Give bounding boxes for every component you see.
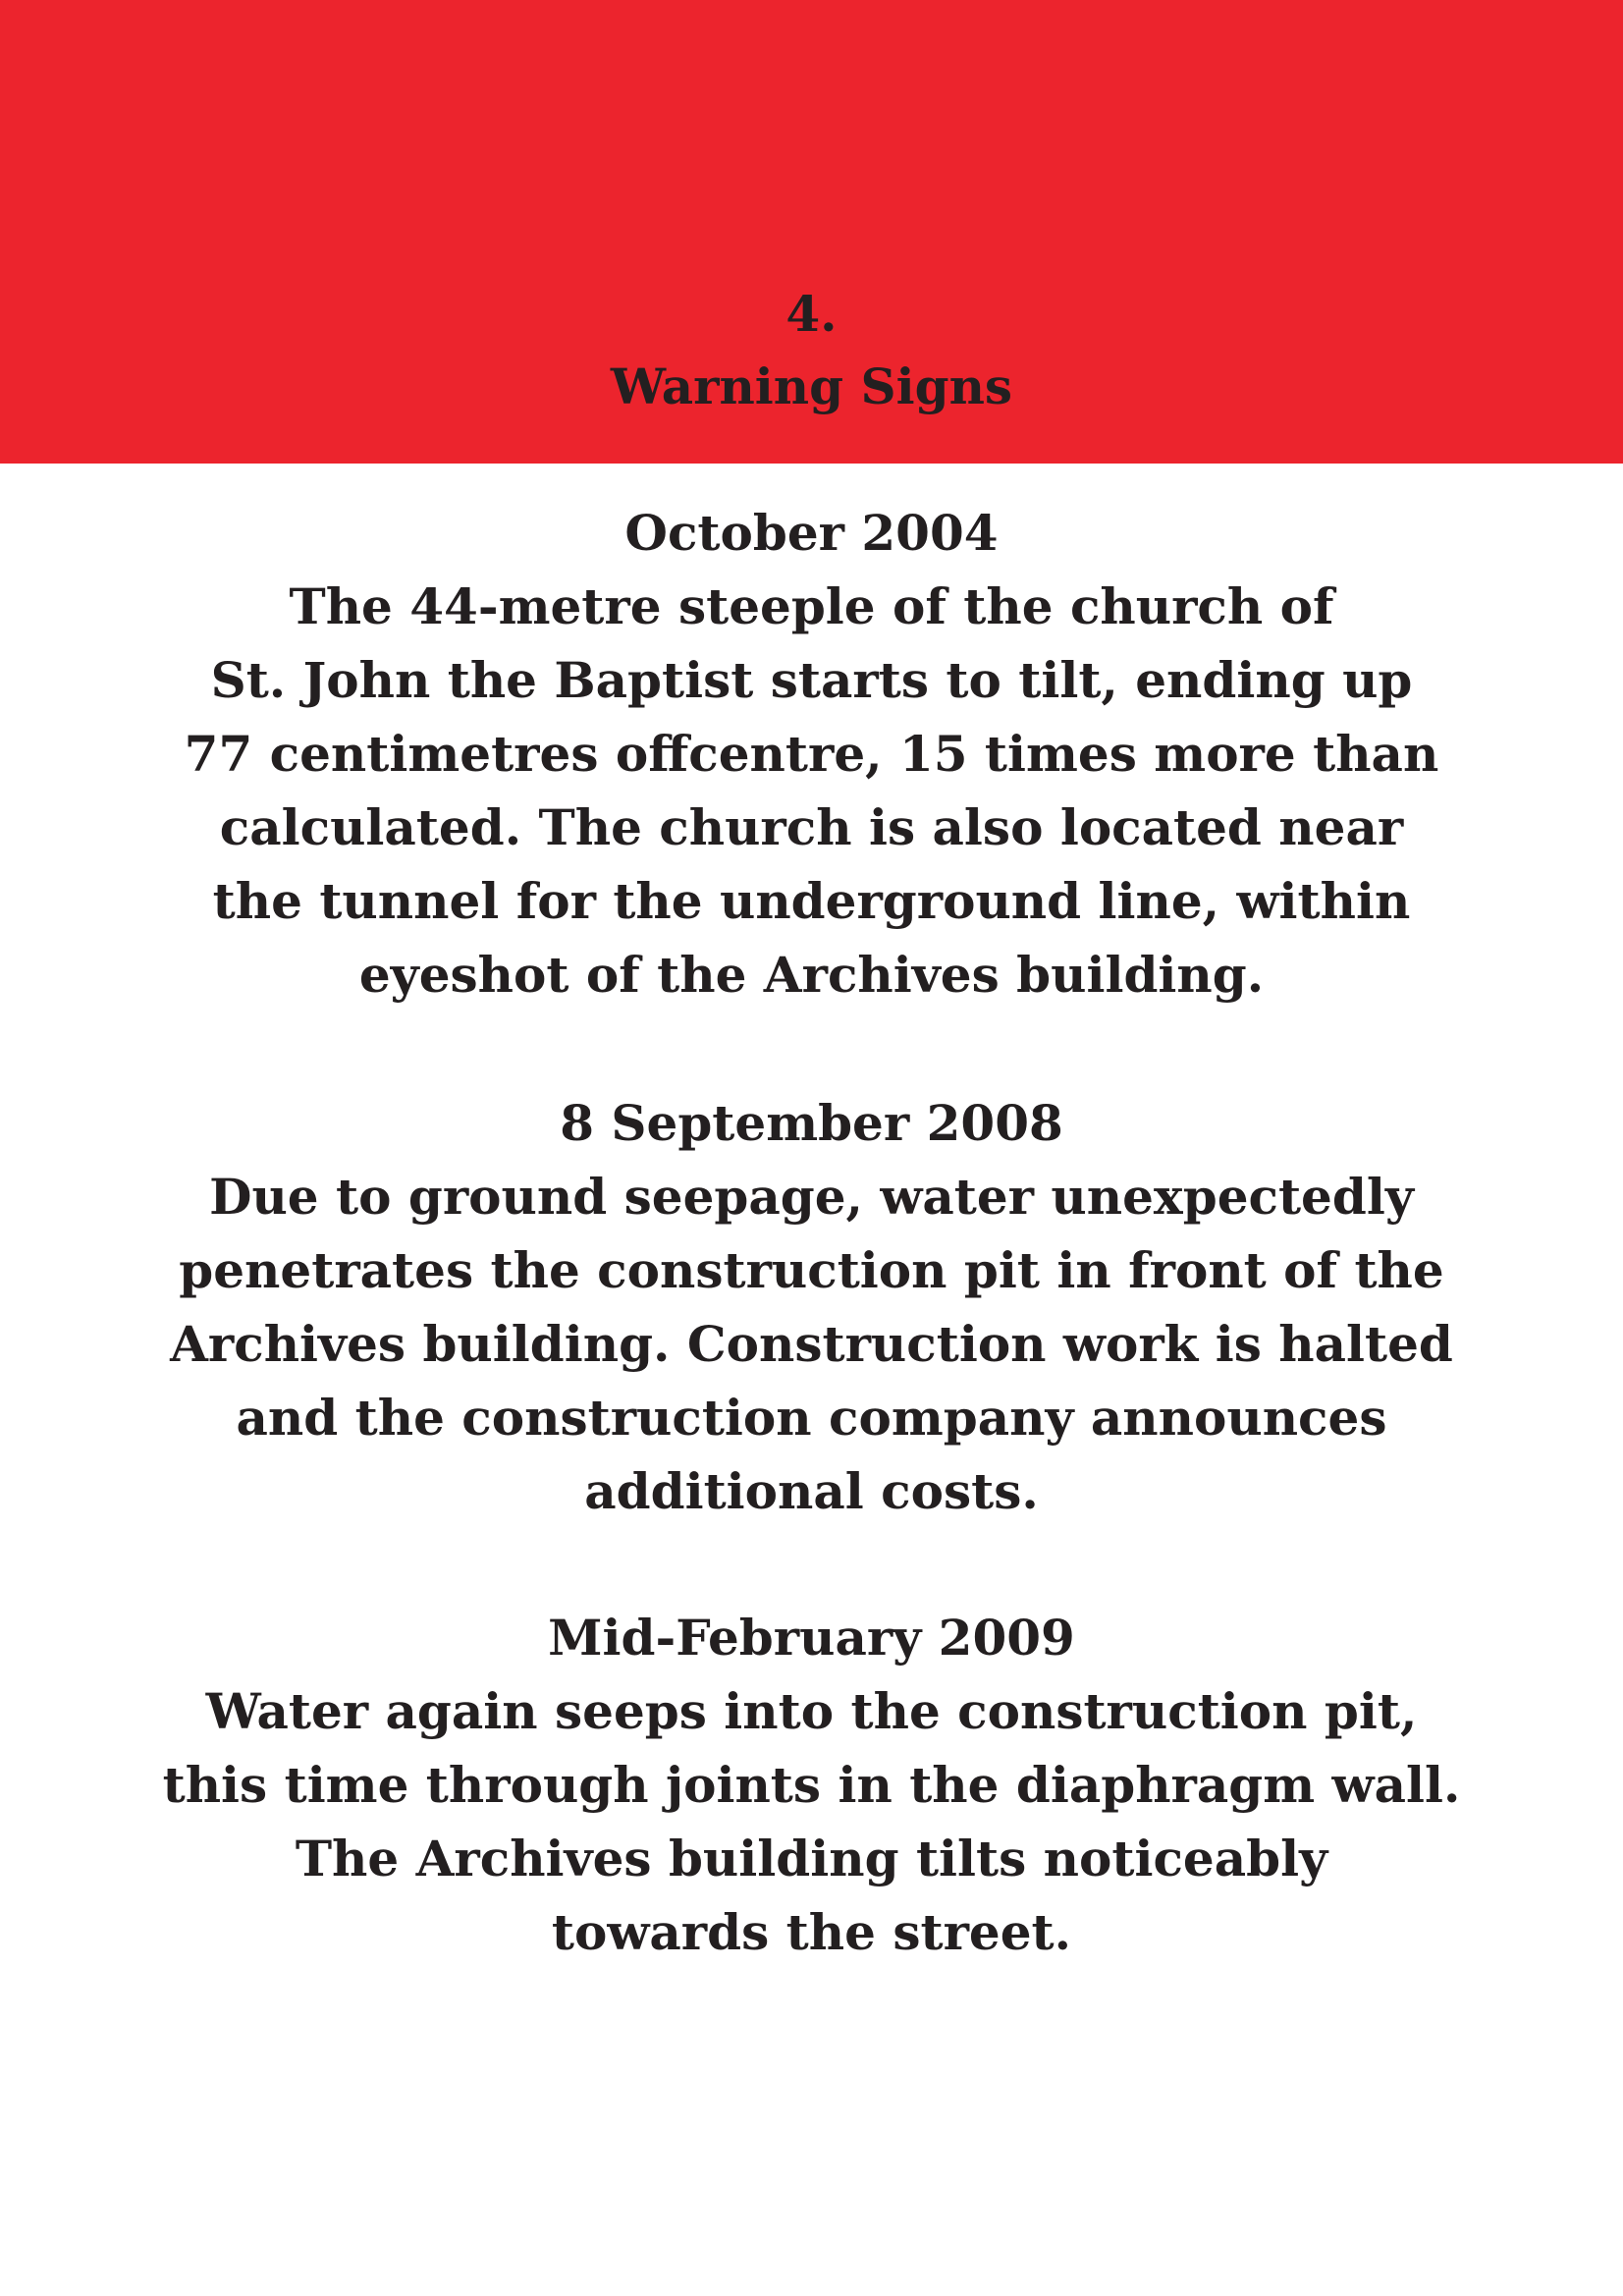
timeline-entry-february-2009: [0, 1601, 1623, 1969]
entry-text-line: towards the street.: [551, 1903, 1072, 1961]
entry-text-line: The Archives building tilts noticeably: [295, 1830, 1328, 1887]
entry-text-line: Due to ground seepage, water unexpectedly: [209, 1168, 1414, 1226]
entry-text-line: and the construction company announces: [236, 1389, 1387, 1447]
timeline-entry-september-2008: [0, 1086, 1623, 1528]
entry-text-line: calculated. The church is also located near: [219, 798, 1404, 856]
entry-text-line: 77 centimetres offcentre, 15 times more than: [184, 725, 1439, 783]
entry-text-line: The 44-metre steeple of the church of: [289, 577, 1334, 635]
entry-text-line: Archives building. Construction work is halted: [170, 1315, 1453, 1373]
entry-date: Mid-February 2009: [548, 1609, 1075, 1667]
entry-date: October 2004: [624, 504, 999, 562]
entry-text-line: the tunnel for the underground line, within: [212, 872, 1411, 930]
entry-text-line: Water again seeps into the construction pit,: [205, 1682, 1418, 1740]
entry-text-line: eyeshot of the Archives building.: [358, 946, 1265, 1004]
entry-text-line: penetrates the construction pit in front of the: [179, 1241, 1444, 1299]
timeline-entry-october-2004: [0, 496, 1623, 1011]
entry-date: 8 September 2008: [560, 1094, 1063, 1152]
chapter-number: 4.: [785, 285, 838, 343]
chapter-title: Warning Signs: [610, 357, 1013, 415]
entry-text-line: St. John the Baptist starts to tilt, ending up: [210, 651, 1413, 709]
entry-text-line: this time through joints in the diaphragm wall.: [162, 1756, 1461, 1814]
entry-text-line: additional costs.: [584, 1462, 1039, 1520]
